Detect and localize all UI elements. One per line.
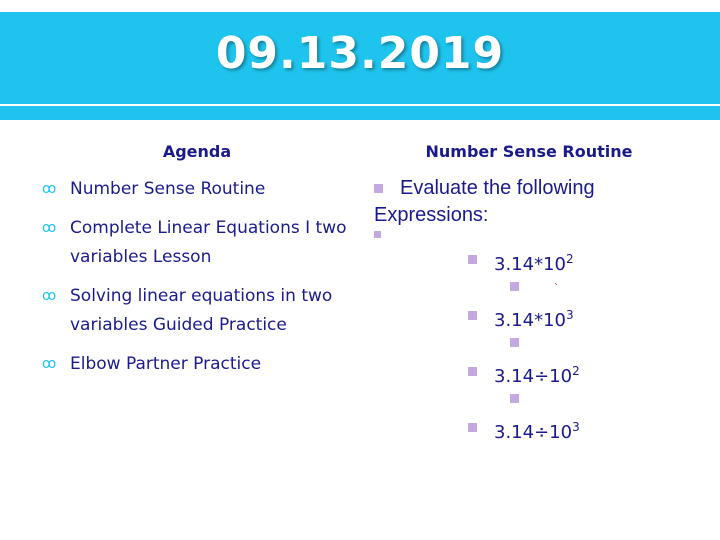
routine-intro-text: Evaluate the following Expressions: [374,177,595,226]
expression-item [364,355,694,387]
expression-base: 3.14÷10 [494,422,573,443]
agenda-item-text: Solving linear equations in two variables Guided Practice [70,286,333,335]
expression-item [364,243,694,275]
expression-base: 3.14*10 [494,254,566,275]
square-bullet-icon [468,423,477,432]
agenda-item [42,214,352,272]
expression-exponent: 3 [572,420,580,434]
agenda-item-text: Elbow Partner Practice [70,354,262,374]
expression-exponent: 2 [565,252,574,266]
square-bullet-icon [374,231,381,238]
routine-heading: Number Sense Routine [425,142,633,161]
empty-bullet-row [364,331,694,355]
agenda-item-text: Complete Linear Equations I two variables Lesson [70,218,347,267]
swirl-bullet-icon: ꝏ [42,220,57,236]
agenda-item [42,350,352,379]
agenda-list [42,175,352,379]
square-bullet-icon [468,255,477,264]
agenda-item [42,175,352,204]
expression-base: 3.14*10 [494,310,566,331]
swirl-bullet-icon: ꝏ [42,356,57,372]
square-bullet-icon [374,184,383,193]
expression-exponent: 3 [565,308,574,322]
expression-item [364,411,694,443]
empty-bullet-row [364,387,694,411]
square-bullet-icon [510,338,519,347]
agenda-item [42,282,352,340]
expression-exponent: 2 [572,364,580,378]
routine-column [364,142,694,443]
routine-intro [364,175,694,229]
swirl-bullet-icon: ꝏ [42,288,57,304]
swirl-bullet-icon: ꝏ [42,181,57,197]
agenda-column [42,142,352,389]
square-bullet-icon [468,367,477,376]
agenda-item-text: Number Sense Routine [70,179,266,199]
ink-mark-icon: ` [554,281,558,295]
empty-bullet-row [364,275,694,299]
expression-item [364,299,694,331]
expression-base: 3.14÷10 [494,366,573,387]
square-bullet-icon [510,282,519,291]
square-bullet-icon [468,311,477,320]
square-bullet-icon [510,394,519,403]
agenda-heading: Agenda [162,142,232,161]
empty-bullet-row [364,229,694,243]
title-rule [0,106,720,120]
slide-title: 09.13.2019 [215,28,505,79]
